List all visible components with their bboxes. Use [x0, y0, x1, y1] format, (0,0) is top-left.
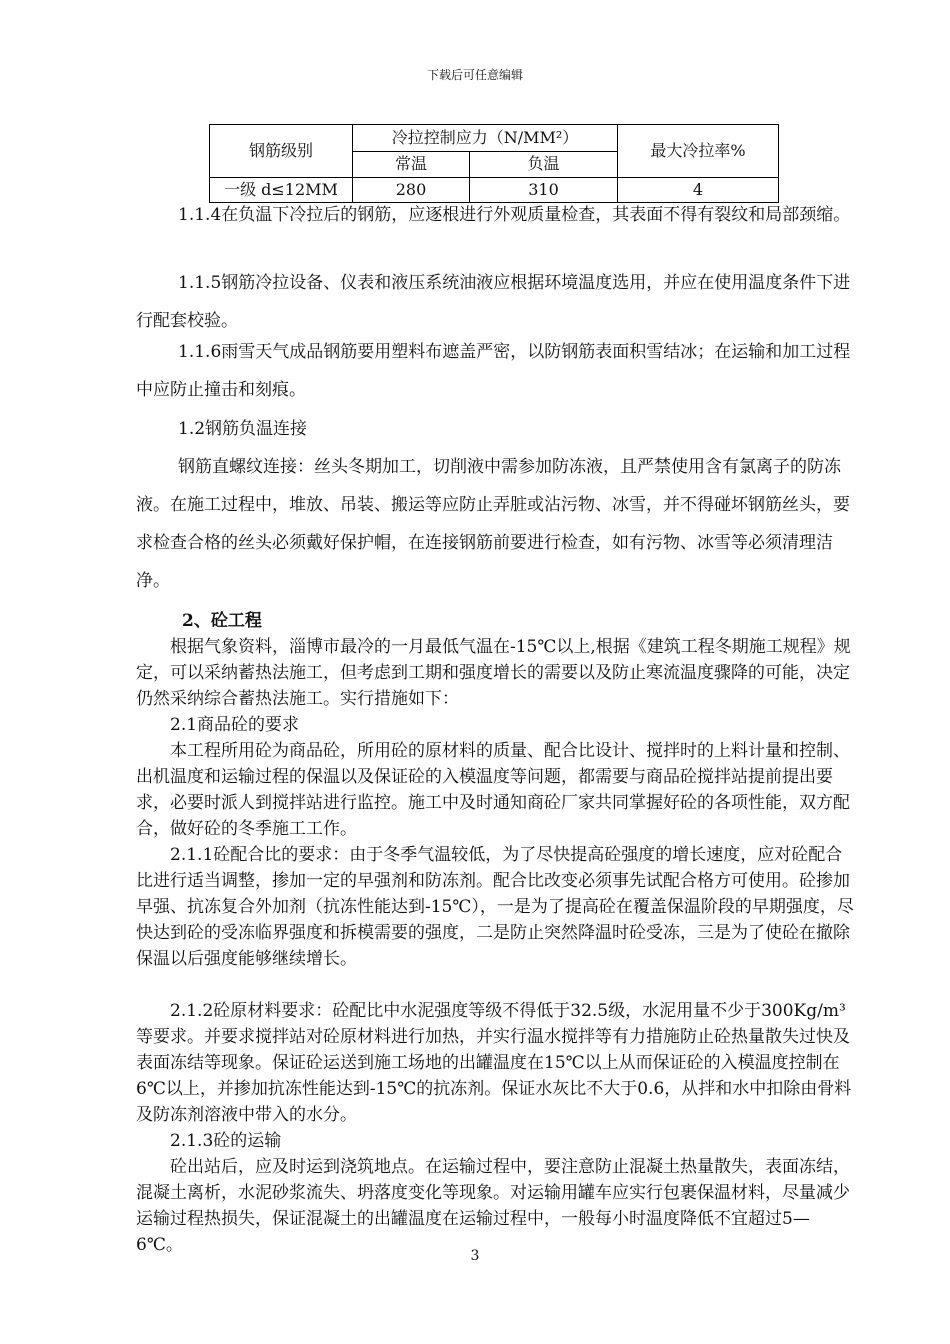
- col-max-header: 最大冷拉率%: [618, 125, 779, 178]
- heading-2-1: 2.1商品砼的要求: [170, 715, 300, 735]
- col-normal-header: 常温: [353, 151, 470, 178]
- paragraph-2: 根据气象资料，淄博市最冷的一月最低气温在-15℃以上,根据《建筑工程冬期施工规程》规定，可以采纳蓄热法施工，但考虑到工期和强度增长的需要以及防止寒流温度骤降的可能，决定仍然采纳综合蓄热法施工。实行措施如下：: [136, 637, 851, 709]
- col-grade-header: 钢筋级别: [210, 125, 353, 178]
- cell-grade: 一级 d≤12MM: [210, 178, 353, 203]
- cell-negative: 310: [470, 178, 618, 203]
- cell-normal: 280: [353, 178, 470, 203]
- paragraph-1-1-4: 1.1.4在负温下冷拉后的钢筋，应逐根进行外观质量检查，其表面不得有裂纹和局部颈缩。: [178, 205, 851, 225]
- paragraph-2-1-1: 2.1.1砼配合比的要求：由于冬季气温较低，为了尽快提高砼强度的增长速度，应对砼配合比进行适当调整，掺加一定的早强剂和防冻剂。配合比改变必须事先试配合格方可使用。砼掺加早强、抗冻复合外加剂（抗冻性能达到-15℃），一是为了提高砼在覆盖保温阶段的早期强度，尽快达到砼的受冻临界强度和拆模需要的强度，二是防止突然降温时砼受冻，三是为了使砼在撤除保温以后强度能够继续增长。: [136, 845, 854, 969]
- heading-1-2: 1.2钢筋负温连接: [178, 419, 308, 439]
- table-header-row: [210, 125, 779, 152]
- paragraph-1-1-6: 1.1.6雨雪天气成品钢筋要用塑料布遮盖严密，以防钢筋表面积雪结冰；在运输和加工过程中应防止撞击和刻痕。: [136, 342, 851, 400]
- col-stress-header: 冷拉控制应力（N/MM²）: [353, 125, 618, 152]
- heading-2-1-3: 2.1.3砼的运输: [170, 1131, 282, 1151]
- paragraph-2-1: 本工程所用砼为商品砼，所用砼的原材料的质量、配合比设计、搅拌时的上料计量和控制、出机温度和运输过程的保温以及保证砼的入模温度等问题，都需要与商品砼搅拌站提前提出要求，必要时派人到搅拌站进行监控。施工中及时通知商砼厂家共同掌握好砼的各项性能，双方配合，做好砼的冬季施工工作。: [136, 741, 850, 839]
- paragraph-2-1-3: 砼出站后，应及时运到浇筑地点。在运输过程中，要注意防止混凝土热量散失，表面冻结，混凝土离析，水泥砂浆流失、坍落度变化等现象。对运输用罐车应实行包裹保温材料，尽量减少运输过程热损失，保证混凝土的出罐温度在运输过程中，一般每小时温度降低不宜超过5—6℃。: [136, 1157, 850, 1255]
- rebar-spec-table: [209, 124, 779, 203]
- paragraph-1-1-5: 1.1.5钢筋冷拉设备、仪表和液压系统油液应根据环境温度选用，并应在使用温度条件下进行配套校验。: [136, 273, 851, 331]
- paragraph-1-2: 钢筋直螺纹连接：丝头冬期加工，切削液中需参加防冻液，且严禁使用含有氯离子的防冻液。在施工过程中，堆放、吊装、搬运等应防止弄脏或沾污物、冰雪，并不得碰坏钢筋丝头，要求检查合格的丝头必须戴好保护帽，在连接钢筋前要进行检查，如有污物、冰雪等必须清理洁净。: [136, 457, 850, 591]
- cell-max: 4: [618, 178, 779, 203]
- col-negative-header: 负温: [470, 151, 618, 178]
- heading-2: 2、砼工程: [182, 611, 262, 631]
- page-header: 下载后可任意编辑: [426, 68, 523, 82]
- page-number: 3: [470, 1248, 480, 1264]
- paragraph-2-1-2: 2.1.2砼原材料要求：砼配比中水泥强度等级不得低于32.5级，水泥用量不少于300Kg/m³等要求。并要求搅拌站对砼原材料进行加热，并实行温水搅拌等有力措施防止砼热量散失过快及表面冻结等现象。保证砼运送到施工场地的出罐温度在15℃以上从而保证砼的入模温度控制在6℃以上，并掺加抗冻性能达到-15℃的抗冻剂。保证水灰比不大于0.6，从拌和水中扣除由骨料及防冻剂溶液中带入的水分。: [136, 1001, 852, 1125]
